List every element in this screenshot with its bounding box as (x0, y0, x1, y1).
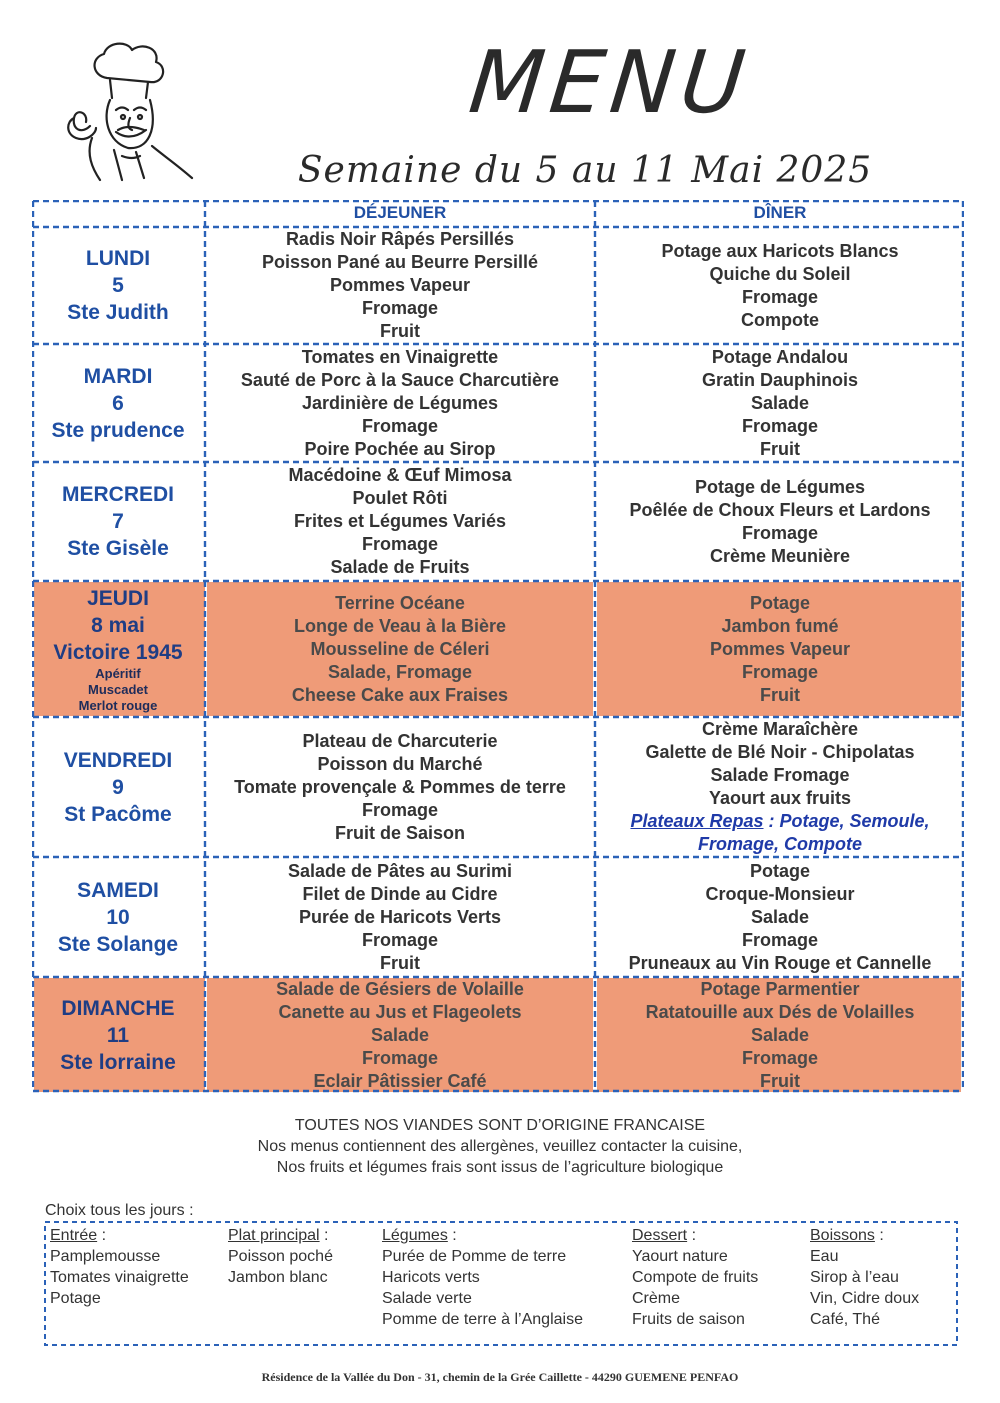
choice-item: Pomme de terre à l’Anglaise (382, 1311, 583, 1328)
menu-item: Potage (749, 860, 810, 881)
menu-item: Quiche du Soleil (709, 263, 851, 284)
day-label (32, 581, 204, 717)
menu-table (32, 200, 964, 1093)
day-label (32, 977, 204, 1093)
choice-heading-label: Légumes (382, 1227, 448, 1244)
menu-item: Tomates en Vinaigrette (301, 346, 499, 367)
week-subtitle: Semaine du 5 au 11 Mai 2025 (297, 150, 873, 191)
dinner-items (596, 462, 964, 581)
menu-item: Poêlée de Choux Fleurs et Lardons (629, 499, 931, 520)
day-row (32, 462, 964, 581)
day-name: MARDI (83, 364, 153, 388)
menu-item: Salade (750, 392, 810, 413)
day-label (32, 227, 204, 344)
lunch-items (206, 717, 594, 857)
menu-item: Fromage (741, 415, 819, 436)
saint-name: St Pacôme (64, 802, 172, 826)
menu-item: Yaourt aux fruits (708, 788, 852, 808)
dinner-items (596, 717, 964, 857)
day-label (32, 717, 204, 857)
choice-item: Pamplemousse (50, 1248, 161, 1265)
menu-item: Fruit de Saison (334, 822, 466, 843)
choice-item: Eau (810, 1248, 839, 1265)
choice-heading (382, 1225, 583, 1246)
menu-item: Pommes Vapeur (709, 638, 851, 659)
choice-item: Potage (50, 1290, 101, 1307)
choice-heading-colon: : (319, 1227, 329, 1244)
menu-item: Fromage (741, 929, 819, 950)
choice-heading-colon: : (447, 1227, 457, 1244)
day-name: LUNDI (85, 247, 151, 270)
dinner-items (596, 344, 964, 462)
menu-item: Canette au Jus et Flageolets (278, 1001, 522, 1022)
lunch-items (206, 977, 594, 1093)
menu-item: Poire Pochée au Sirop (304, 438, 496, 459)
menu-item: Salade (750, 1024, 810, 1045)
menu-item: Pruneaux au Vin Rouge et Cannelle (628, 952, 932, 973)
dinner-items (596, 581, 964, 717)
daily-choices-label: Choix tous les jours : (45, 1202, 194, 1219)
menu-item: Mousseline de Céleri (310, 638, 490, 659)
plateaux-repas-label: Plateaux Repas (630, 811, 764, 831)
choice-item: Jambon blanc (228, 1269, 328, 1286)
daily-choices-box (44, 1221, 958, 1346)
day-number: 10 (106, 905, 130, 929)
choice-heading-label: Plat principal (228, 1227, 320, 1244)
menu-item: Pommes Vapeur (329, 275, 471, 295)
menu-item: Fruit (380, 321, 420, 341)
menu-item: Fromage (741, 522, 819, 543)
menu-item: Eclair Pâtissier Café (313, 1070, 487, 1091)
menu-item: Fruit (760, 438, 800, 459)
menu-item: Purée de Haricots Verts (298, 906, 502, 927)
day-number: 9 (112, 775, 124, 799)
note-organic: Nos fruits et légumes frais sont issus de l’agriculture biologique (276, 1159, 724, 1176)
choice-heading (50, 1225, 189, 1246)
menu-item: Fromage (361, 298, 439, 318)
lunch-items (206, 857, 594, 977)
menu-item: Salade (370, 1024, 430, 1045)
day-row (32, 717, 964, 857)
day-number: 7 (112, 510, 124, 533)
day-row (32, 581, 964, 717)
footer-address: Résidence de la Vallée du Don - 31, chemin de la Grée Caillette - 44290 GUEMENE PENFAO (261, 1370, 739, 1384)
menu-item: Potage de Légumes (694, 476, 866, 497)
menu-item: Terrine Océane (335, 592, 465, 613)
choice-heading-label: Dessert (632, 1227, 688, 1244)
choice-item: Poisson poché (228, 1248, 333, 1265)
choice-item: Haricots verts (382, 1269, 480, 1286)
menu-item: Jambon fumé (721, 615, 839, 636)
menu-item: Fruit (760, 1070, 800, 1091)
menu-item: Macédoine & Œuf Mimosa (288, 465, 512, 485)
choice-item: Tomates vinaigrette (50, 1269, 189, 1286)
choice-column (382, 1225, 583, 1330)
choice-item: Purée de Pomme de terre (382, 1248, 567, 1265)
choice-heading-label: Boissons (810, 1227, 875, 1244)
plateaux-repas-text-2: Fromage, Compote (697, 834, 862, 854)
day-number: 8 mai (91, 613, 145, 637)
menu-item: Fromage (361, 929, 439, 950)
choice-column (810, 1225, 919, 1330)
menu-item: Salade (750, 906, 810, 927)
menu-item: Potage (749, 592, 810, 613)
menu-item: Poisson du Marché (317, 753, 483, 774)
menu-item: Fromage (361, 1047, 439, 1068)
choice-heading-label: Entrée (50, 1227, 98, 1244)
saint-name: Ste Gisèle (67, 537, 169, 560)
menu-item: Fromage (741, 286, 819, 307)
chef-illustration (52, 38, 202, 188)
menu-item: Croque-Monsieur (705, 883, 855, 904)
menu-item: Compote (741, 309, 819, 330)
menu-item: Galette de Blé Noir - Chipolatas (645, 742, 915, 762)
saint-name: Ste lorraine (60, 1050, 176, 1074)
saint-name: Victoire 1945 (53, 640, 183, 664)
day-name: SAMEDI (77, 878, 159, 902)
dinner-items (596, 977, 964, 1093)
menu-item: Tomate provençale & Pommes de terre (234, 776, 566, 797)
column-header-lunch: DÉJEUNER (353, 203, 447, 222)
menu-item: Poulet Rôti (352, 488, 448, 508)
choice-item: Café, Thé (810, 1311, 880, 1328)
choice-item: Fruits de saison (632, 1311, 745, 1328)
notes-block (0, 1115, 1000, 1178)
day-number: 11 (106, 1023, 130, 1047)
menu-item: Longe de Veau à la Bière (293, 615, 507, 636)
note-origin: TOUTES NOS VIANDES SONT D’ORIGINE FRANCAISE (294, 1117, 706, 1134)
menu-item: Potage Andalou (711, 346, 849, 367)
day-row (32, 977, 964, 1093)
menu-item: Plateau de Charcuterie (302, 730, 498, 751)
menu-item: Salade, Fromage (327, 661, 473, 682)
choice-item: Sirop à l’eau (810, 1269, 899, 1286)
dinner-items (596, 227, 964, 344)
menu-item: Salade de Pâtes au Surimi (287, 860, 513, 881)
choice-item: Salade verte (382, 1290, 472, 1307)
menu-item: Fruit (380, 952, 420, 973)
day-extra-note: Merlot rouge (78, 697, 158, 713)
menu-title: MENU (464, 33, 756, 133)
menu-item: Filet de Dinde au Cidre (302, 883, 498, 904)
day-label (32, 857, 204, 977)
day-row (32, 344, 964, 462)
choice-heading (632, 1225, 758, 1246)
lunch-items (206, 344, 594, 462)
choice-column (228, 1225, 333, 1288)
menu-item: Fromage (361, 534, 439, 554)
menu-item: Sauté de Porc à la Sauce Charcutière (240, 369, 560, 390)
choice-item: Compote de fruits (632, 1269, 759, 1286)
saint-name: Ste prudence (51, 418, 185, 442)
lunch-items (206, 462, 594, 581)
choice-column (50, 1225, 189, 1309)
choice-item: Vin, Cidre doux (810, 1290, 920, 1307)
plateaux-repas-note (630, 810, 929, 833)
menu-item: Fromage (361, 799, 439, 820)
plateaux-repas-text: : Potage, Semoule, (763, 811, 930, 831)
lunch-items (206, 227, 594, 344)
choice-heading-colon: : (874, 1227, 884, 1244)
menu-item: Crème Meunière (709, 545, 851, 566)
saint-name: Ste Judith (67, 301, 169, 324)
menu-item: Salade de Gésiers de Volaille (276, 978, 524, 999)
menu-item: Cheese Cake aux Fraises (291, 684, 509, 705)
choice-item: Yaourt nature (632, 1248, 728, 1265)
day-extra-note: Muscadet (88, 681, 148, 697)
menu-item: Gratin Dauphinois (701, 369, 858, 390)
menu-item: Fromage (741, 661, 819, 682)
menu-item: Poisson Pané au Beurre Persillé (261, 252, 539, 272)
choice-heading-colon: : (97, 1227, 107, 1244)
day-name: JEUDI (87, 586, 149, 610)
saint-name: Ste Solange (57, 932, 179, 956)
column-header-dinner: DÎNER (753, 203, 807, 222)
day-name: VENDREDI (63, 748, 173, 772)
menu-item: Fruit (760, 684, 800, 705)
note-allergens: Nos menus contiennent des allergènes, veuillez contacter la cuisine, (257, 1138, 743, 1155)
menu-item: Potage aux Haricots Blancs (661, 240, 899, 261)
choice-heading-colon: : (687, 1227, 697, 1244)
menu-item: Potage Parmentier (700, 978, 860, 999)
day-label (32, 462, 204, 581)
menu-item: Radis Noir Râpés Persillés (285, 229, 515, 249)
menu-item: Crème Maraîchère (701, 719, 859, 739)
day-row (32, 857, 964, 977)
day-number: 6 (112, 391, 124, 415)
dinner-items (596, 857, 964, 977)
lunch-items (206, 581, 594, 717)
day-name: DIMANCHE (61, 996, 175, 1020)
menu-item: Salade Fromage (710, 765, 850, 785)
menu-item: Fromage (361, 415, 439, 436)
menu-item: Salade de Fruits (330, 557, 470, 577)
choice-heading (810, 1225, 919, 1246)
menu-item: Frites et Légumes Variés (293, 511, 507, 531)
menu-item: Ratatouille aux Dés de Volailles (645, 1001, 915, 1022)
choice-heading (228, 1225, 333, 1246)
day-label (32, 344, 204, 462)
menu-item: Jardinière de Légumes (301, 392, 499, 413)
day-row (32, 227, 964, 344)
choice-item: Crème (632, 1290, 681, 1307)
choice-column (632, 1225, 758, 1330)
day-name: MERCREDI (61, 483, 174, 506)
day-extra-note: Apéritif (95, 665, 141, 681)
menu-item: Fromage (741, 1047, 819, 1068)
day-number: 5 (112, 274, 124, 297)
